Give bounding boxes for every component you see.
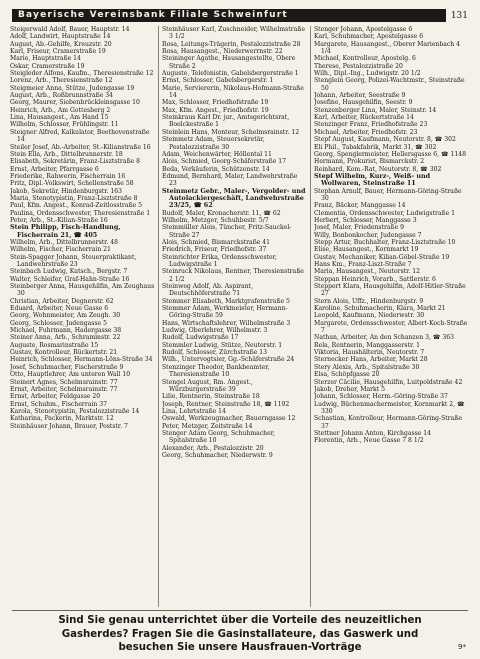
directory-column-3 bbox=[314, 26, 470, 609]
directory-entry: Beda, Verkäuferin, Schützenstr. 14 bbox=[162, 165, 270, 173]
directory-entry: Steigmeier Anna, Stütze, Judengasse 19 bbox=[10, 84, 135, 92]
directory-entry: Johann, Arbeiter, Seestraße 9 bbox=[314, 92, 406, 100]
directory-entry: Auguste, Rosmarinstraße 15 bbox=[10, 341, 99, 349]
directory-entry: Auguste, Telefonistin, Gabelsbergerstraße 1 bbox=[162, 70, 299, 78]
directory-entry: Marie, Serviererin, Nikolaus-Hofmann-Straße 14 bbox=[162, 84, 304, 100]
directory-entry: Rudolf, Ludwigstraße 17 bbox=[162, 334, 239, 342]
directory-entry: Steinrichter Erika, Ordensschwester, Ludwigstraße 1 bbox=[162, 253, 277, 268]
directory-entry: Max, Schlosser, Friedhofstraße 19 bbox=[162, 99, 269, 107]
directory-entry: Stenger Adam Georg, Schuhmacher, Spitalstraße 10 bbox=[162, 429, 275, 445]
directory-entry: Lorenz, Arb., Theresienstraße 12 bbox=[10, 77, 113, 85]
directory-entry: Fritz, Dipl.-Volkswirt, Schellenstraße 58 bbox=[10, 180, 134, 188]
footer-line: Sind Sie genau unterrichtet über die Vorteile des neuzeitlichen bbox=[58, 615, 422, 626]
directory-entry: Oswald, Werkzeugmacher, Bauerngasse 12 bbox=[162, 415, 296, 423]
directory-entry-business: Stepf Wilhelm, Kurz-, Weiß- und Wollwaren, Steinstraße 11 bbox=[314, 171, 431, 188]
directory-entry: Alois, Schmied, Bismarckstraße 41 bbox=[162, 238, 271, 246]
directory-entry: Adolf, Landwirt, Hauptstraße 14 bbox=[10, 33, 111, 41]
directory-entry: Heinrich, Arb., Am Gottesberg 2 bbox=[10, 106, 111, 114]
column-divider bbox=[158, 26, 159, 607]
directory-entry: Katharina, Packerin, Marktstr. 12 bbox=[10, 415, 114, 423]
directory-entry: Steinmüller Alois, Tüncher, Fritz-Sauckel-Straße 27 bbox=[162, 224, 292, 239]
directory-entry: Steppan Heinrich, Vorarb., Sattlerstr. 6 bbox=[314, 275, 436, 283]
directory-entry: Karl, Friseur, Cramerstraße 19 bbox=[10, 48, 106, 56]
directory-entry: Alois, Schmied, Georg-Schäferstraße 17 bbox=[162, 158, 287, 166]
directory-entry: Wilhelm, Schlosser, Frühlingstr. 11 bbox=[10, 121, 119, 129]
directory-entry: Stemmer Adam, Werkmeister, Hermann-Göring-Straße 59 bbox=[162, 305, 288, 320]
directory-entry: Peter, Arb., St.-Kilian-Straße 16 bbox=[10, 216, 108, 224]
bank-advert-header: Bayerische Vereinsbank Filiale Schweinfurt bbox=[12, 9, 446, 22]
directory-entry: Lilie, Rentnerin, Steinstraße 18 bbox=[162, 393, 260, 401]
directory-entry: Stenzinger Franz, Friedhofstraße 23 bbox=[314, 121, 428, 129]
directory-entry: Steinberger Anna, Hausgehilfin, Am Zeughaus 30 bbox=[10, 283, 155, 298]
directory-entry: Elisabeth, Sekretärin, Franz-Lisztstraße 8 bbox=[10, 158, 140, 166]
directory-entry: Steppert Klara, Hausgehilfin, Adolf-Hitler-Straße 27 bbox=[314, 283, 466, 298]
directory-entry: Steigerwald Adolf, Bauer, Hauptstr. 14 bbox=[10, 26, 130, 33]
directory-entry: Margarete, Hausangest., Oberer Marienbach 4 1/4 bbox=[314, 40, 461, 56]
directory-entry: Steinruck Nikolaus, Rentner, Theresienstraße 2 1/2 bbox=[162, 268, 304, 283]
directory-entry: Reinhard, Kom.-Rat, Neutorstr. 8, ☎ 302 bbox=[314, 165, 442, 173]
directory-entry: Florentin, Arb., Neue Gasse 7 8 1/2 bbox=[314, 437, 424, 445]
directory-entry: Willy, Bonbonkocher, Judengasse 7 bbox=[314, 231, 422, 239]
directory-entry: Viktoria, Haushälterin, Neutorstr. 7 bbox=[314, 349, 425, 357]
directory-entry: Stein Ella, Arb., Dittelbrunnerstr. 18 bbox=[10, 150, 123, 158]
directory-entry: Franz, Bäcker, Manggasse 14 bbox=[314, 202, 406, 210]
directory-entry: Gustav, Mechaniker, Kilian-Göbel-Straße 19 bbox=[314, 253, 450, 261]
directory-entry: Georg, Spenglermeister, Hellersgasse 6, ☎ 1148 bbox=[314, 150, 467, 158]
directory-entry: Georg, Schuhmacher, Niederwstr. 9 bbox=[162, 451, 273, 459]
directory-entry: Steigner Alfred, Kalkulator, Beethovenstraße 14 bbox=[10, 128, 150, 144]
directory-entry: Max, Kfm. Angest., Friedhofstr. 19 bbox=[162, 106, 269, 114]
directory-entry: Stery Alexis, Arb., Spitalstraße 30 bbox=[314, 363, 420, 371]
directory-entry: Clementia, Ordensschwester, Ludwigstraße 1 bbox=[314, 209, 456, 217]
directory-entry: Sterzer Cäcilie, Hausgehilfin, Luitpoldstraße 42 bbox=[314, 378, 463, 386]
directory-entry-business: Steinmetz Gebr., Maler-, Vergolder- und Autolackiergeschäft, Landwehrstraße 23/25, ☎ 62 bbox=[162, 186, 306, 210]
directory-entry: Ernst, Arbeiter, Pfarrgasse 6 bbox=[10, 165, 99, 173]
directory-entry: Ludwig, Oberlehrer, Wilhelmstr. 3 bbox=[162, 327, 268, 335]
directory-entry: Stepp Artur, Buchhalter, Franz-Lisztstraße 10 bbox=[314, 238, 456, 246]
directory-entry: Steiler Josef, Ab.-Arbeiter, St.-Kilianstraße 16 bbox=[10, 143, 151, 151]
directory-entry: Oskar, Cramerstraße 19 bbox=[10, 62, 85, 70]
directory-entry: Margarete, Ordensschwester, Albert-Koch-Straße 7 bbox=[314, 319, 468, 335]
directory-entry: Stephan Arnulf, Bauer, Hermann-Göring-Straße 30 bbox=[314, 187, 462, 202]
directory-entry: Rudolf, Schlosser, Zürchstraße 13 bbox=[162, 349, 267, 357]
directory-entry: Stenzenberger Lina, Maler, Steinstr. 14 bbox=[314, 106, 437, 114]
directory-entry: Paulina, Ordensschwester, Theresienstraße 1 bbox=[10, 209, 151, 217]
directory-entry: Ernst, Arbeiter, Feldgasse 20 bbox=[10, 393, 101, 401]
directory-entry: Ernst, Arbeiter, Schelmsrainstr. 77 bbox=[10, 385, 118, 393]
directory-entry: Hans, Wirtschaftslehrer, Wilhelmstraße 3 bbox=[162, 319, 291, 327]
directory-entry: Josefine, Hausgehilfin, Seestr. 9 bbox=[314, 99, 413, 107]
directory-entry: Eli Phil., Tabakfabrik, Markt 31, ☎ 302 bbox=[314, 143, 437, 151]
directory-entry: Elsa, Schöpfgasse 20 bbox=[314, 371, 380, 379]
footer-line: besuchen Sie unsere Hausfrauen-Vorträge bbox=[118, 642, 362, 653]
gas-advert-footer bbox=[12, 614, 468, 655]
directory-entry: Stengel August, Rm. Angest., Würzburgerstraße 39 bbox=[162, 378, 253, 393]
directory-entry: August, Ab.-Gehilfe, Kreuzstr. 20 bbox=[10, 40, 112, 48]
directory-entry: Steinmetz Adam, Steuersekretär, Pestalozzistraße 30 bbox=[162, 136, 265, 151]
directory-entry: Steiner Anna, Arb., Schrammstr. 22 bbox=[10, 334, 121, 342]
directory-entry: Steinert Agnes, Schelmsrainstr. 77 bbox=[10, 378, 118, 386]
column-divider bbox=[310, 26, 311, 607]
directory-entry: Wilhelm, Fischer, Fischerrain 21 bbox=[10, 246, 111, 254]
directory-entry: Heinrich, Schlosser, Hermann-Löns-Straße 34 bbox=[10, 356, 153, 364]
directory-entry: August, Arb., Roßbrunnstraße 34 bbox=[10, 92, 114, 100]
directory-entry: Wilh., Untervogtsier, Gg.-Schäferstraße 24 bbox=[162, 356, 295, 364]
directory-entry: Michael, Kontrolleur, Apostelg. 6 bbox=[314, 55, 416, 63]
directory-entry: Steinhäuser Karl, Zuschneider, Wilhelmstraße 3 1/2 bbox=[162, 26, 305, 41]
directory-entry: Georg, Maurer, Siebenbrückleinsgasse 10 bbox=[10, 99, 140, 107]
footer-rule bbox=[12, 610, 468, 611]
directory-entry: Jakob, Sekretär, Hindenburgstr. 163 bbox=[10, 187, 122, 195]
directory-entry: Rudolf, Maler, Kronacherstr. 11, ☎ 62 bbox=[162, 209, 281, 217]
directory-entry: Wilhelm, Arb., Dittelbrunnerstr. 48 bbox=[10, 238, 119, 246]
directory-entry-business: Stein Philipp, Fisch-Handlung, Fischerrain 21, ☎ 405 bbox=[10, 223, 121, 239]
directory-entry: Alexander, Arb., Pestalozzistr. 20 bbox=[162, 444, 264, 452]
directory-entry: Ludwig, Büchenmachermeister, Kornmarkt 2, ☎ 330 bbox=[314, 400, 465, 415]
directory-entry: Adam, Weichenwärter, Höllental 11 bbox=[162, 150, 272, 158]
directory-entry: Rela, Rentnerin, Manggasserstr. 1 bbox=[314, 341, 420, 349]
directory-entry: Stemmler Ludwig, Stütze, Neutorstr. 1 bbox=[162, 341, 283, 349]
footer-line: Gasherdes? Fragen Sie die Gasinstallateure, das Gaswerk und bbox=[61, 628, 419, 640]
directory-entry: Lina, Lehrtstraße 14 bbox=[162, 407, 226, 415]
directory-entry: Rosa, Hausangest., Niederwerrnstr. 22 bbox=[162, 48, 283, 56]
directory-entry: Jakob, Dreher, Markt 5 bbox=[314, 385, 386, 393]
directory-entry: Johann, Schlosser, Herm.-Göring-Straße 37 bbox=[314, 393, 448, 401]
directory-entry: Michael, Fuhrmann, Hadergasse 38 bbox=[10, 327, 122, 335]
page-number: 131 bbox=[450, 11, 468, 21]
directory-entry: Georg, Schlosser, Judengasse 5 bbox=[10, 319, 107, 327]
directory-entry: Steinbach Ludwig, Kutsch., Bergstr. 7 bbox=[10, 268, 128, 276]
directory-entry: Lina, Hausangest., Am Hand 15 bbox=[10, 114, 109, 122]
directory-entry: Hans Km., Franz-Liszt-Straße 7 bbox=[314, 261, 412, 268]
directory-entry: Steininger Agathe, Hausangestellte, Obere Straße 2 bbox=[162, 55, 296, 70]
directory-entry: Steigleder Alfons, Kaufm., Theresienstraße 12 bbox=[10, 70, 154, 78]
directory-entry: Eduard, Arbeiter, Neue Gasse 6 bbox=[10, 305, 109, 313]
directory-entry: Steinweg Adolf, Ab. Aspirant, Deutschhöferstraße 71 bbox=[162, 283, 254, 298]
directory-entry: Edmund, Bernhard, Maler, Landwehrstraße 23 bbox=[162, 172, 298, 188]
directory-entry: Stemmer Elisabeth, Marktgrafenstraße 5 bbox=[162, 297, 290, 305]
directory-entry: Stenzinger Theodor, Bankbeamter, Theresienstraße 10 bbox=[162, 363, 270, 379]
directory-entry: Rosa, Leitungs-Trägerin, Pestalozzistraße 28 bbox=[162, 40, 301, 48]
directory-entry: Josef, Maler, Friedenstraße 9 bbox=[314, 224, 405, 232]
directory-entry: Karoline, Schuhmacherin, Klara, Markt 21 bbox=[314, 305, 446, 313]
directory-entry: Stepf August, Kaufmann, Neutorstr. 8, ☎ 302 bbox=[314, 136, 456, 144]
directory-entry: Stenglein Georg, Polizei-Wachtmstr., Steinstraße 50 bbox=[314, 77, 465, 92]
directory-entry: Stein-Spagger Johann, Steuerpraktikant, Landwehrstraße 23 bbox=[10, 253, 137, 268]
directory-entry: Steinhäuser Johann, Brauer, Poststr. 7 bbox=[10, 422, 128, 430]
directory-entry: Sternecker Hans, Arbeiter, Markt 28 bbox=[314, 356, 428, 364]
directory-entry: Maria, Hausangest., Neutorstr. 12 bbox=[314, 268, 421, 276]
directory-entry: Hermann, Prokurist, Bismarckstr. 2 bbox=[314, 158, 425, 166]
directory-entry: Karl, Schuhmacher, Apostelgasse 6 bbox=[314, 33, 424, 41]
directory-entry: Schastian, Kontrolleur, Hermann-Göring-Straße 37 bbox=[314, 415, 462, 430]
directory-entry: Stern Alois, Uffz., Hindenburgstr. 9 bbox=[314, 297, 424, 305]
directory-entry: Ernst, Schlosser, Gabelsbergerstr. 1 bbox=[162, 77, 274, 85]
directory-entry: Peter, Metzger, Zeitstraße 14 bbox=[162, 422, 253, 430]
directory-entry: Stettner Johann Anton, Kirchgasse 14 bbox=[314, 429, 432, 437]
directory-entry: Karola, Stenotypistin, Pestalozzistraße 14 bbox=[10, 407, 140, 415]
directory-entry: Maria, Stenotypistin, Franz-Lisztstraße 8 bbox=[10, 194, 138, 202]
directory-entry: Steinlein Hans, Monteur, Schelmsrainstr. 12 bbox=[162, 128, 300, 136]
directory-entry: Marie, Hauptstraße 14 bbox=[10, 55, 81, 63]
directory-entry: Herbert, Schlosser, Manggasse 3 bbox=[314, 216, 417, 224]
directory-entry: Michael, Arbeiter, Friedhofstr. 23 bbox=[314, 128, 418, 136]
directory-entry: Therese, Pestalozzistraße 20 bbox=[314, 62, 403, 70]
directory-column-1 bbox=[10, 26, 155, 609]
directory-entry: Otto, Hauptlehrer, Am unteren Wall 10 bbox=[10, 371, 131, 379]
directory-entry: Elise, Hausangest., Kornmarkt 19 bbox=[314, 246, 419, 254]
signature-mark: 9* bbox=[458, 643, 466, 651]
directory-entry: Josef, Schuhmacher, Fischerstraße 9 bbox=[10, 363, 124, 371]
directory-entry: Christian, Arbeiter, Degnerstr. 62 bbox=[10, 297, 114, 305]
directory-entry: Ernst, Schuhm., Fischerrain 37 bbox=[10, 400, 107, 408]
directory-entry: Nathan, Arbeiter, An den Schanzen 3, ☎ 363 bbox=[314, 334, 455, 342]
directory-entry: Wilh., Dipl.-Ing., Ludwigstr. 20 1/2 bbox=[314, 70, 421, 78]
directory-entry: Leopold, Kaufmann, Niederwstr. 30 bbox=[314, 312, 425, 320]
directory-entry: Paul, Kfm. Angest., Konrad-Zeitlosstraße 5 bbox=[10, 202, 142, 210]
directory-entry: Friedrich, Friseur, Friedhofstr. 37 bbox=[162, 246, 267, 254]
directory-entry: Karl, Arbeiter, Rückertstraße 14 bbox=[314, 114, 414, 122]
directory-entry: Joseph, Rentner, Steinstraße 18, ☎ 1192 bbox=[162, 400, 290, 408]
directory-entry: Gustav, Kontrolleur, Rückertstr. 21 bbox=[10, 349, 118, 357]
directory-entry: Stenger Johann, Apostelgasse 6 bbox=[314, 26, 413, 33]
directory-entry: Wilhelm, Metzger, Schuhbestr. 5/7 bbox=[162, 216, 269, 224]
directory-entry: Friederike, Rahwerin, Fischerrain 16 bbox=[10, 172, 126, 180]
directory-column-2 bbox=[162, 26, 307, 609]
directory-entry: Walter, Schleifer, Graf-Hahn-Straße 16 bbox=[10, 275, 130, 283]
directory-entry: Georg, Wohnmeister, Am Zeugh. 30 bbox=[10, 312, 121, 320]
directory-entry: Steinkraus Karl Dr. jur., Amtsgerichtsrat, Boelckestraße 1 bbox=[162, 114, 290, 129]
